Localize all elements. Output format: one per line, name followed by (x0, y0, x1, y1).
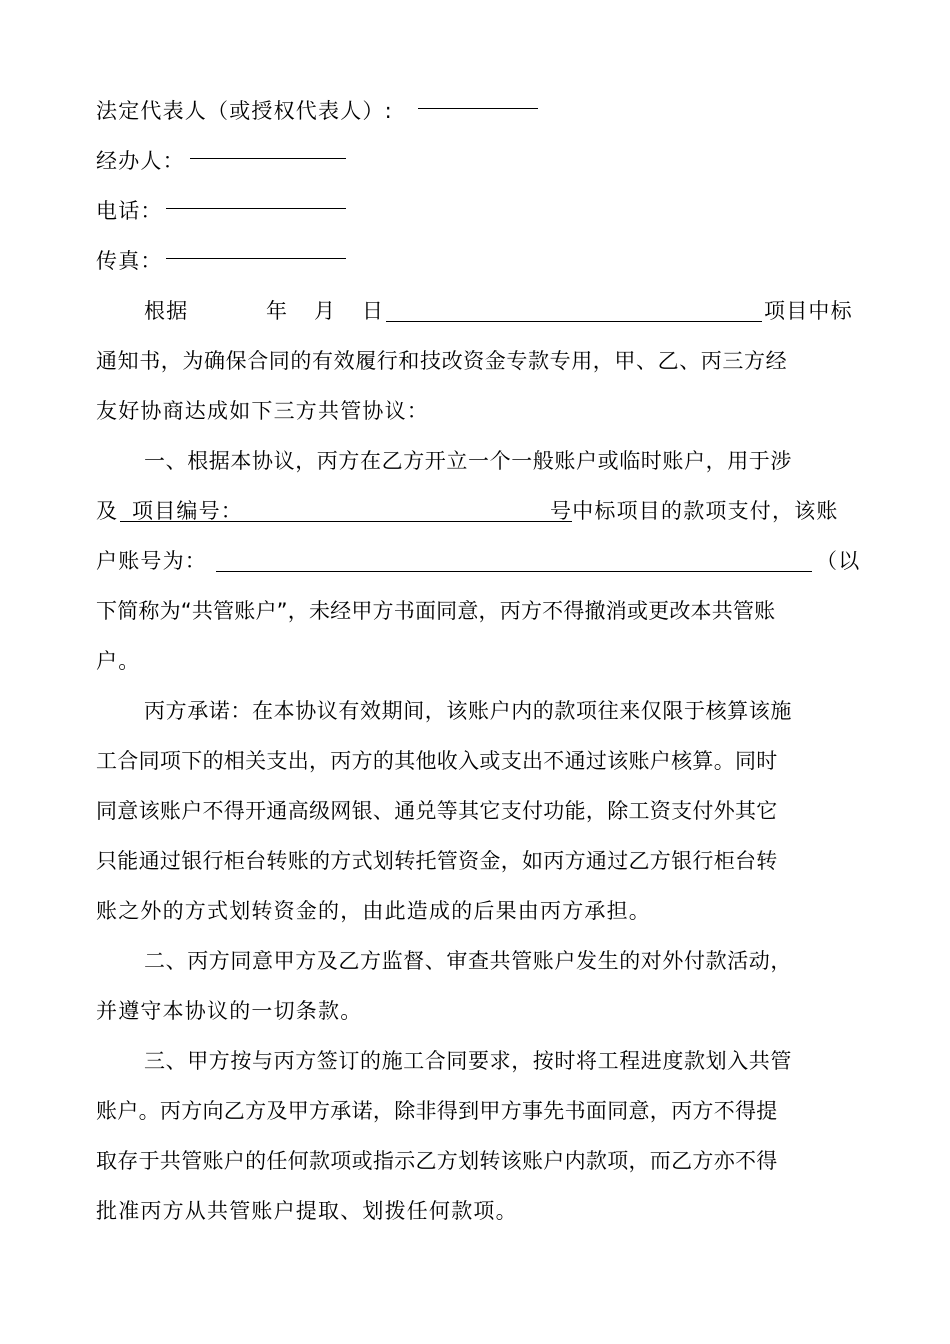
clause1-line-5 (96, 636, 860, 686)
commitment-line-4 (96, 836, 860, 886)
clause1-suffix: 号中标项目的款项支付，该账 (550, 499, 839, 523)
clause3-text: 账户。丙方向乙方及甲方承诺，除非得到甲方事先书面同意，丙方不得提 (96, 1099, 778, 1123)
clause3-text: 批准丙方从共管账户提取、划拨任何款项。 (96, 1199, 518, 1223)
intro-text: 友好协商达成如下三方共管协议： (96, 399, 429, 423)
legal-rep-blank[interactable] (418, 86, 538, 109)
clause3-line-4 (96, 1186, 860, 1236)
commitment-text: 同意该账户不得开通高级网银、通兑等其它支付功能，除工资支付外其它 (96, 799, 778, 823)
year-label: 年 (266, 299, 289, 323)
commitment-text: 只能通过银行柜台转账的方式划转托管资金，如丙方通过乙方银行柜台转 (96, 849, 778, 873)
legal-rep-label: 法定代表人（或授权代表人）: (96, 99, 393, 123)
clause1-prefix: 及 (96, 499, 119, 523)
clause2-line-2 (96, 986, 860, 1036)
clause3-text: 三、甲方按与丙方签订的施工合同要求，按时将工程进度款划入共管 (144, 1049, 792, 1073)
commitment-line-5 (96, 886, 860, 936)
fax-row (96, 236, 860, 286)
fax-blank[interactable] (166, 236, 346, 259)
clause1-text: 下简称为“共管账户”，未经甲方书面同意，丙方不得撤消或更改本共管账 (96, 599, 776, 623)
intro-line-1 (96, 286, 860, 336)
commitment-line-1 (96, 686, 860, 736)
clause1-line-1 (96, 436, 860, 486)
commitment-text: 账之外的方式划转资金的，由此造成的后果由丙方承担。 (96, 899, 651, 923)
account-number-blank[interactable] (216, 549, 812, 572)
clause1-line-3 (96, 536, 860, 586)
commitment-text: 丙方承诺：在本协议有效期间，该账户内的款项往来仅限于核算该施 (144, 699, 792, 723)
clause1-text: 一、根据本协议，丙方在乙方开立一个一般账户或临时账户，用于涉 (144, 449, 792, 473)
notice-suffix: 项目中标 (764, 299, 853, 323)
commitment-line-2 (96, 736, 860, 786)
phone-blank[interactable] (166, 186, 346, 209)
handler-blank[interactable] (190, 136, 346, 159)
clause3-line-2 (96, 1086, 860, 1136)
phone-row (96, 186, 860, 236)
project-number-label: 项目编号： (132, 499, 243, 523)
clause2-text: 并遵守本协议的一切条款。 (96, 999, 363, 1023)
fax-label: 传真： (96, 249, 163, 273)
handler-label: 经办人： (96, 149, 185, 173)
account-number-label: 户账号为： (96, 549, 207, 573)
clause3-line-3 (96, 1136, 860, 1186)
clause2-text: 二、丙方同意甲方及乙方监督、审查共管账户发生的对外付款活动， (144, 949, 792, 973)
intro-line-2 (96, 336, 860, 386)
project-number-blank[interactable] (120, 499, 572, 522)
clause1-paren: （以 (816, 549, 861, 573)
intro-line-3 (96, 386, 860, 436)
clause3-text: 取存于共管账户的任何款项或指示乙方划转该账户内款项，而乙方亦不得 (96, 1149, 778, 1173)
clause2-line-1 (96, 936, 860, 986)
month-label: 月 (314, 299, 337, 323)
clause1-line-4 (96, 586, 860, 636)
commitment-line-3 (96, 786, 860, 836)
phone-label: 电话： (96, 199, 163, 223)
day-label: 日 (362, 299, 385, 323)
intro-text: 通知书，为确保合同的有效履行和技改资金专款专用，甲、乙、丙三方经 (96, 349, 788, 373)
clause1-text: 户。 (96, 649, 141, 673)
basis-prefix: 根据 (144, 299, 189, 323)
handler-row (96, 136, 860, 186)
commitment-text: 工合同项下的相关支出，丙方的其他收入或支出不通过该账户核算。同时 (96, 749, 778, 773)
project-name-blank[interactable] (386, 299, 762, 322)
clause3-line-1 (96, 1036, 860, 1086)
legal-rep-row (96, 86, 860, 136)
document-page (96, 86, 860, 1236)
clause1-line-2 (96, 486, 860, 536)
